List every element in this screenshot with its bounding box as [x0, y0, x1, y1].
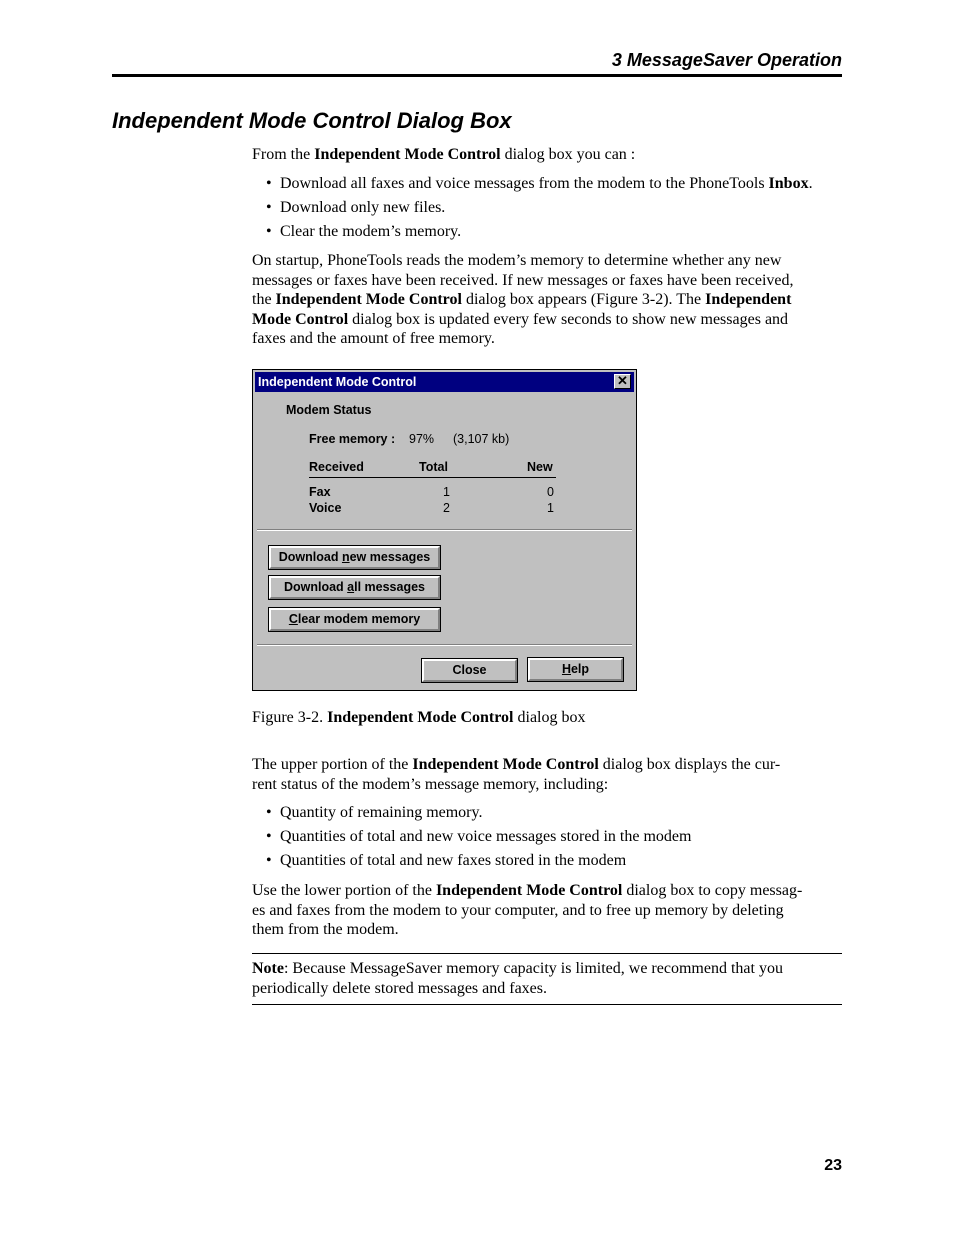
row-fax-new: 0	[547, 485, 554, 499]
lower-portion-paragraph: Use the lower portion of the Independent Mode Control dialog box to copy messag- es and faxes from the modem to your computer, and to free up memory by deleting them from the modem.	[252, 882, 803, 938]
table-header-rule	[309, 477, 556, 478]
header-rule	[112, 74, 842, 77]
free-memory-kb: (3,107 kb)	[453, 432, 510, 446]
dialog-separator	[257, 644, 632, 646]
free-memory-percent: 97%	[409, 432, 435, 446]
column-new: New	[527, 460, 553, 474]
row-voice-total: 2	[443, 501, 450, 515]
list-item: • Download only new files.	[266, 198, 842, 222]
dialog-titlebar	[255, 372, 634, 392]
independent-mode-control-dialog	[252, 369, 637, 691]
row-fax-total: 1	[443, 485, 450, 499]
clear-modem-memory-button[interactable]: Clear modem memory	[268, 607, 441, 632]
free-memory-label: Free memory :	[309, 432, 396, 446]
note-top-rule	[252, 953, 842, 954]
list-item: • Quantities of total and new voice messages stored in the modem	[266, 827, 842, 851]
modem-status-label: Modem Status	[286, 403, 372, 417]
close-icon[interactable]: ✕	[614, 374, 631, 389]
download-new-messages-button[interactable]: Download new messages	[268, 545, 441, 570]
row-fax-label: Fax	[309, 485, 331, 499]
page-number: 23	[824, 1157, 842, 1174]
feature-list	[266, 174, 842, 246]
intro-paragraph: From the Independent Mode Control dialog box you can :	[252, 146, 636, 163]
close-button[interactable]: Close	[421, 658, 518, 683]
dialog-separator	[257, 529, 632, 531]
note: Note: Because MessageSaver memory capacity is limited, we recommend that you periodically delete stored messages and faxes.	[252, 960, 783, 997]
list-item: • Clear the modem’s memory.	[266, 222, 842, 246]
section-title: Independent Mode Control Dialog Box	[112, 108, 512, 133]
help-button[interactable]: Help	[527, 657, 624, 682]
list-item: • Quantities of total and new faxes stored in the modem	[266, 851, 842, 875]
dialog-title: Independent Mode Control	[258, 375, 417, 389]
row-voice-new: 1	[547, 501, 554, 515]
status-list	[266, 803, 842, 875]
note-bottom-rule	[252, 1004, 842, 1005]
download-all-messages-button[interactable]: Download all messages	[268, 575, 441, 600]
figure-caption: Figure 3-2. Independent Mode Control dialog box	[252, 709, 586, 726]
list-item: • Download all faxes and voice messages from the modem to the PhoneTools Inbox.	[266, 174, 842, 198]
row-voice-label: Voice	[309, 501, 342, 515]
list-item: • Quantity of remaining memory.	[266, 803, 842, 827]
chapter-header: 3 MessageSaver Operation	[611, 50, 842, 70]
startup-paragraph: On startup, PhoneTools reads the modem’s memory to determine whether any new messages or faxes have been received. If new messages or faxes have been received, the Independent Mode Control dialog box appears (Figure 3-2). The Independent Mode Control dialog box is updated every few seconds to show new messages and faxes and the amount of free memory.	[252, 252, 794, 347]
column-total: Total	[419, 460, 448, 474]
upper-portion-paragraph: The upper portion of the Independent Mode Control dialog box displays the cur- rent status of the modem’s message memory, including:	[252, 756, 781, 793]
column-received: Received	[309, 460, 364, 474]
